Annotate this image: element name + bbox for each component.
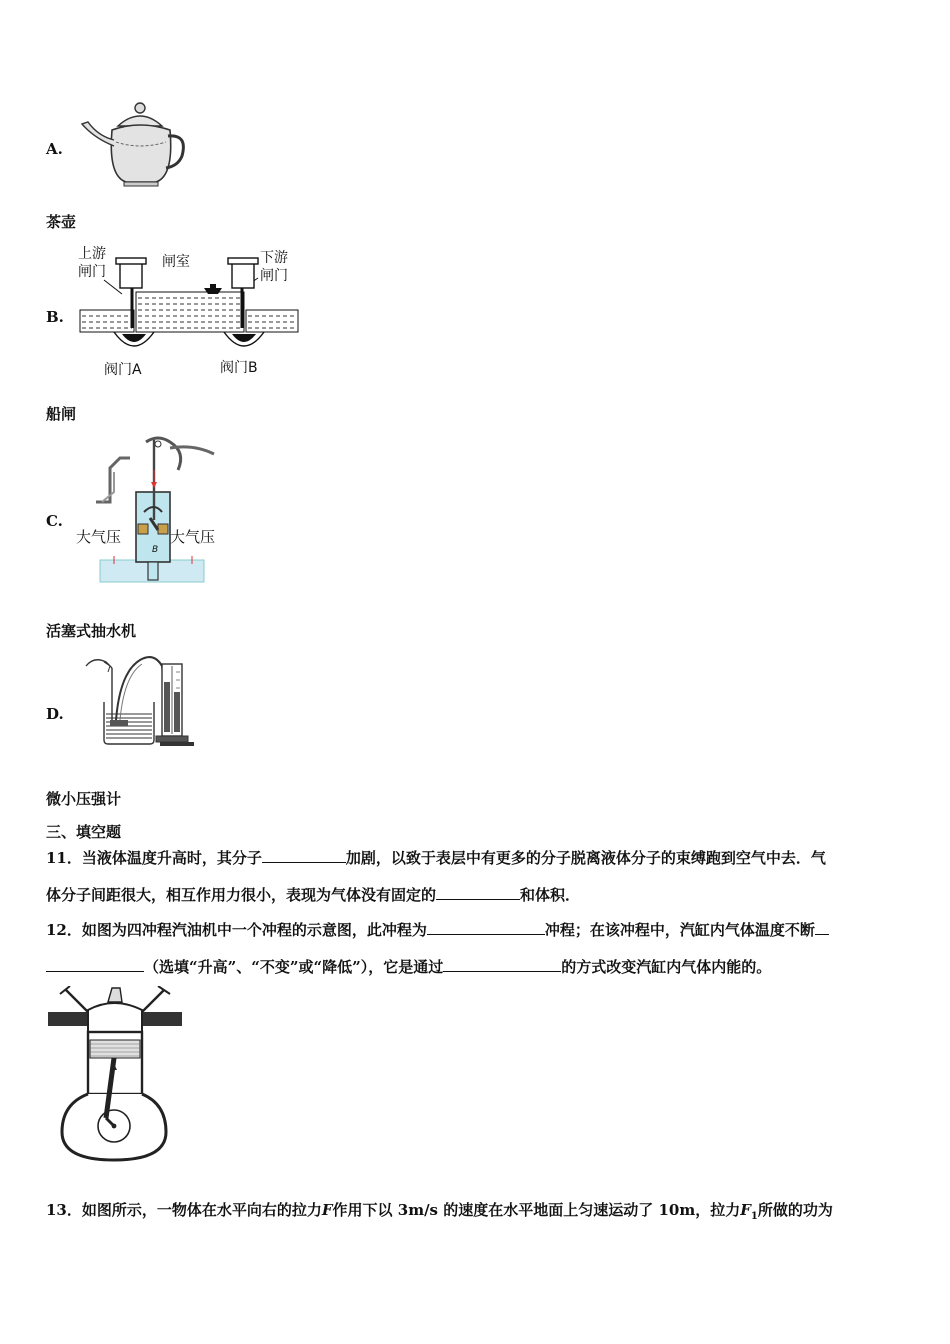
q11-text-4: 和体积．: [520, 886, 581, 904]
option-a-letter: A.: [46, 140, 63, 158]
option-a-caption: 茶壶: [46, 213, 77, 231]
q12-blank-3[interactable]: [443, 957, 561, 972]
label-piston-b: B: [152, 545, 159, 555]
option-d-caption: 微小压强计: [46, 790, 122, 808]
pressure-gauge-figure: [80, 652, 196, 750]
label-atm-right: 大气压: [170, 528, 216, 546]
q13-force1: F: [740, 1201, 751, 1219]
q12-blank-1[interactable]: [427, 920, 545, 935]
label-atm-left: 大气压: [76, 528, 122, 546]
q12-text-4: 的方式改变汽缸内气体内能的。: [561, 958, 772, 976]
q11-text-3: 体分子间距很大，相互作用力很小，表现为气体没有固定的: [46, 886, 437, 904]
option-b-caption: 船闸: [46, 405, 77, 423]
q13-text-2: 作用下以 3m/s 的速度在水平地面上匀速运动了 10m，拉力: [332, 1201, 741, 1219]
q13-force: F: [321, 1201, 333, 1219]
ship-lock-figure: [74, 242, 304, 382]
q11-blank-2[interactable]: [436, 885, 520, 900]
q12-blank-2b[interactable]: [46, 957, 144, 972]
label-lock-chamber: 闸室: [162, 254, 190, 270]
section-title: 三、填空题: [46, 823, 122, 841]
option-c-caption: 活塞式抽水机: [46, 622, 137, 640]
q12-text-3: （选填“升高”、“不变”或“降低”），它是通过: [144, 958, 444, 976]
q11-text-2: 加剧，以致于表层中有更多的分子脱离液体分子的束缚跑到空气中去．气: [345, 849, 826, 867]
question-11-line-1: [46, 847, 826, 868]
engine-stroke-figure: [48, 986, 184, 1164]
piston-pump-figure: [74, 432, 230, 588]
question-12-line-2: [46, 956, 771, 977]
q12-blank-2a[interactable]: [815, 920, 829, 935]
q13-text-1: 13．如图所示，一物体在水平向右的拉力: [46, 1201, 322, 1219]
q11-blank-1[interactable]: [262, 848, 346, 863]
q13-force1-sub: 1: [750, 1211, 758, 1222]
label-upstream-2: 闸门: [78, 264, 106, 280]
option-b-letter: B.: [46, 308, 64, 326]
q11-text-1: 11．当液体温度升高时，其分子: [46, 849, 262, 867]
label-downstream-1: 下游: [260, 250, 288, 266]
option-c-letter: C.: [46, 512, 63, 530]
q13-text-3: 所做的功为: [757, 1201, 833, 1219]
teapot-figure: [78, 98, 190, 190]
question-13-line-1: [46, 1199, 833, 1222]
q12-text-2: 冲程；在该冲程中，汽缸内气体温度不断: [544, 921, 815, 939]
q12-text-1: 12．如图为四冲程汽油机中一个冲程的示意图，此冲程为: [46, 921, 427, 939]
question-11-line-2: [46, 884, 580, 905]
label-valve-b: 阀门B: [220, 360, 258, 376]
option-d-letter: D.: [46, 705, 64, 723]
label-upstream-1: 上游: [78, 246, 106, 262]
label-valve-a: 阀门A: [104, 362, 142, 378]
question-12-line-1: [46, 919, 829, 940]
label-downstream-2: 闸门: [260, 268, 288, 284]
